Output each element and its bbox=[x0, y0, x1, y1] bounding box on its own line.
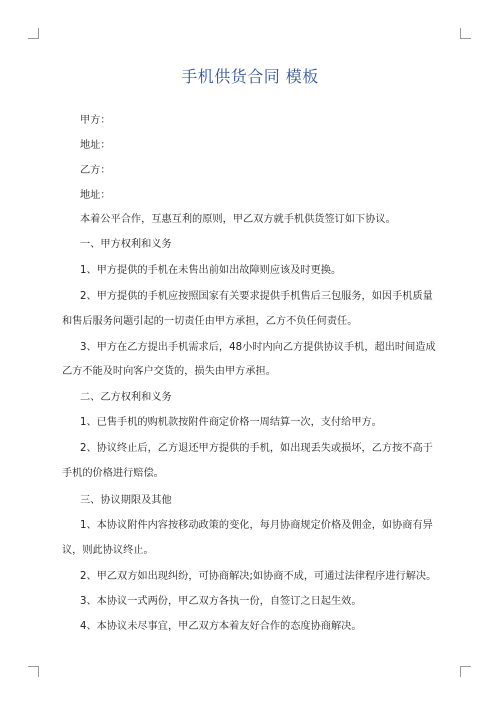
clause-c1-line1: 1、本协议附件内容按移动政策的变化，每月协商规定价格及佣金，如协商有异 bbox=[80, 520, 433, 531]
party-b-label: 乙方： bbox=[80, 165, 111, 176]
clause-c2: 2、甲乙双方如出现纠纷，可协商解决;如协商不成，可通过法律程序进行解决。 bbox=[80, 571, 437, 582]
crop-mark-bottom-right bbox=[460, 666, 471, 677]
party-b-address-label: 地址： bbox=[80, 190, 111, 201]
intro-paragraph: 本着公平合作，互惠互利的原则，甲乙双方就手机供货签订如下协议。 bbox=[80, 214, 396, 225]
clause-c4: 4、本协议未尽事宜，甲乙双方本着友好合作的态度协商解决。 bbox=[80, 621, 362, 632]
clause-a3-line1: 3、甲方在乙方提出手机需求后，48小时内向乙方提供协议手机，超出时间造成 bbox=[80, 342, 436, 353]
clause-a3-line2: 乙方不能及时向客户交货的，损失由甲方承担。 bbox=[62, 366, 276, 377]
section-heading-term: 三、协议期限及其他 bbox=[80, 495, 172, 506]
section-heading-party-b: 二、乙方权利和义务 bbox=[80, 392, 172, 403]
crop-mark-top-left bbox=[28, 28, 39, 39]
clause-b2-line2: 手机的价格进行赔偿。 bbox=[62, 468, 164, 479]
document-title: 手机供货合同 模板 bbox=[181, 67, 319, 86]
clause-b2-line1: 2、协议终止后，乙方退还甲方提供的手机，如出现丢失或损坏，乙方按不高于 bbox=[80, 443, 433, 454]
clause-a2-line2: 和售后服务问题引起的一切责任由甲方承担，乙方不负任何责任。 bbox=[62, 316, 358, 327]
clause-a2-line1: 2、甲方提供的手机应按照国家有关要求提供手机售后三包服务，如因手机质量 bbox=[80, 291, 433, 302]
clause-c3: 3、本协议一式两份，甲乙双方各执一份，自签订之日起生效。 bbox=[80, 596, 362, 607]
section-heading-party-a: 一、甲方权利和义务 bbox=[80, 239, 172, 250]
crop-mark-top-right bbox=[460, 28, 471, 39]
clause-c1-line2: 议，则此协议终止。 bbox=[62, 545, 154, 556]
crop-mark-bottom-left bbox=[28, 666, 39, 677]
party-a-address-label: 地址： bbox=[80, 140, 111, 151]
party-a-label: 甲方： bbox=[80, 115, 111, 126]
clause-b1: 1、已售手机的购机款按附件商定价格一周结算一次，支付给甲方。 bbox=[80, 417, 382, 428]
clause-a1: 1、甲方提供的手机在未售出前如出故障则应该及时更换。 bbox=[80, 265, 342, 276]
